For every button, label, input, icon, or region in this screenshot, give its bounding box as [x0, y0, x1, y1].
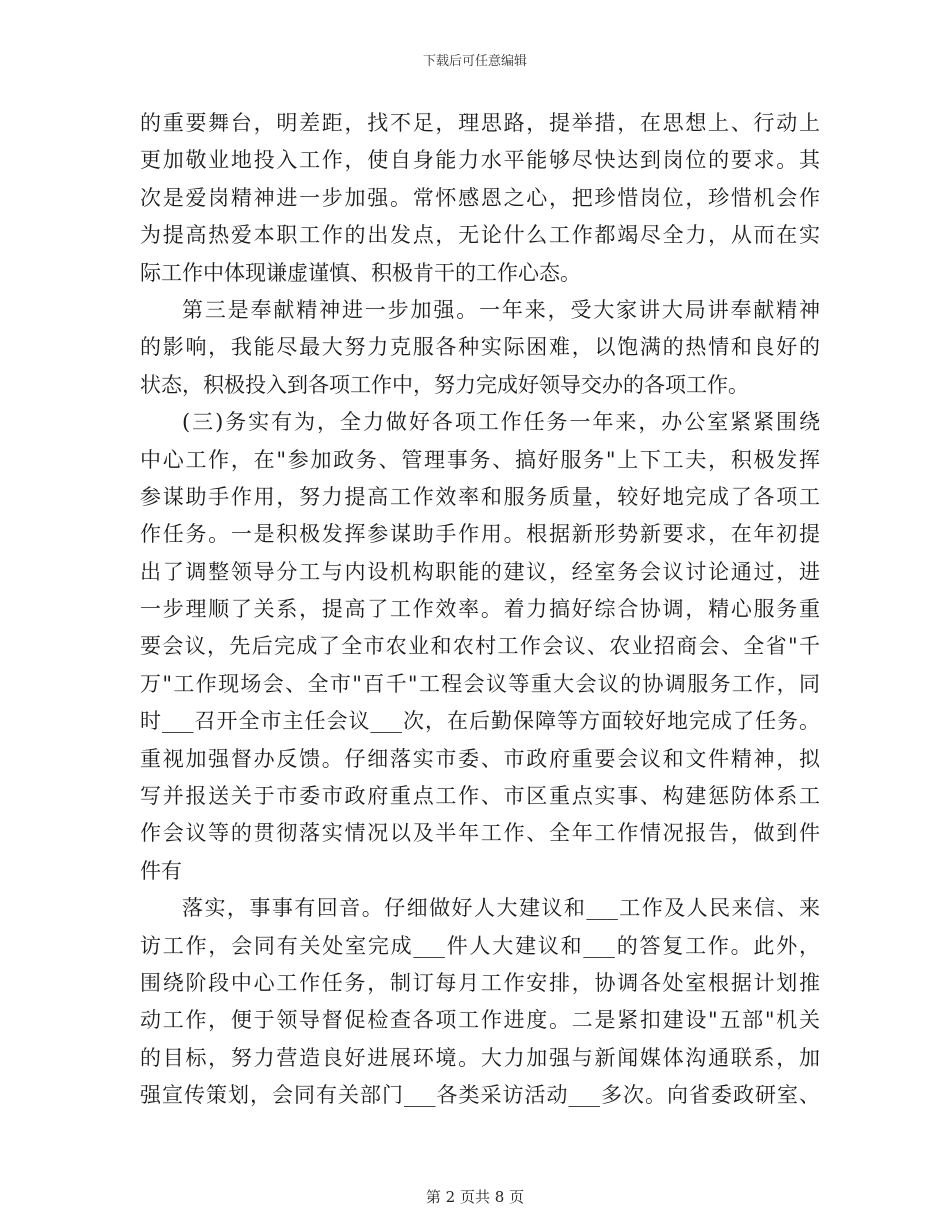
- text-line: 围绕阶段中心工作任务，制订每月工作安排，协调各处室根据计划推: [140, 970, 820, 995]
- text-line: 的目标，努力营造良好进展环境。大力加强与新闻媒体沟通联系，加: [140, 1045, 820, 1070]
- text-line: 时___召开全市主任会议___次，在后勤保障等方面较好地完成了任务。: [140, 709, 820, 734]
- text-line: 落实，事事有回音。仔细做好人大建议和___工作及人民来信、来: [182, 896, 820, 921]
- text-line: 第三是奉献精神进一步加强。一年来，受大家讲大局讲奉献精神: [182, 297, 820, 322]
- text-line: 次是爱岗精神进一步加强。常怀感恩之心，把珍惜岗位，珍惜机会作: [140, 185, 820, 210]
- text-line: 件有: [140, 858, 182, 883]
- text-line: 重视加强督办反馈。仔细落实市委、市政府重要会议和文件精神，拟: [140, 746, 820, 771]
- text-line: 中心工作，在"参加政务、管理事务、搞好服务"上下工夫，积极发挥: [140, 447, 820, 472]
- text-line: (三)务实有为，全力做好各项工作任务一年来，办公室紧紧围绕: [182, 410, 820, 435]
- text-line: 状态，积极投入到各项工作中，努力完成好领导交办的各项工作。: [140, 372, 749, 397]
- text-line: 参谋助手作用，努力提高工作效率和服务质量，较好地完成了各项工: [140, 484, 820, 509]
- text-line: 出了调整领导分工与内设机构职能的建议，经室务会议讨论通过，进: [140, 559, 820, 584]
- text-line: 强宣传策划，会同有关部门___各类采访活动___多次。向省委政研室、: [140, 1083, 820, 1108]
- body-text: [140, 105, 820, 1115]
- text-line: 写并报送关于市委市政府重点工作、市区重点实事、构建惩防体系工: [140, 784, 820, 809]
- page-footer: 第 2 页共 8 页: [425, 1188, 525, 1206]
- text-line: 的重要舞台，明差距，找不足，理思路，提举措，在思想上、行动上: [140, 111, 820, 135]
- text-line: 万"工作现场会、全市"百千"工程会议等重大会议的协调服务工作，同: [140, 671, 820, 696]
- text-line: 更加敬业地投入工作，使自身能力水平能够尽快达到岗位的要求。其: [140, 148, 820, 173]
- text-line: 为提高热爱本职工作的出发点，无论什么工作都竭尽全力，从而在实: [140, 223, 820, 248]
- text-line: 的影响，我能尽最大努力克服各种实际困难，以饱满的热情和良好的: [140, 335, 820, 360]
- text-line: 访工作，会同有关处室完成___件人大建议和___的答复工作。此外，: [140, 933, 820, 958]
- text-line: 际工作中体现谦虚谨慎、积极肯干的工作心态。: [140, 260, 581, 285]
- page-header: 下载后可任意编辑: [422, 54, 527, 69]
- text-line: 一步理顺了关系，提高了工作效率。着力搞好综合协调，精心服务重: [140, 597, 820, 622]
- text-line: 动工作，便于领导督促检查各项工作进度。二是紧扣建设"五部"机关: [140, 1008, 820, 1033]
- text-line: 要会议，先后完成了全市农业和农村工作会议、农业招商会、全省"千: [140, 634, 820, 659]
- text-line: 作会议等的贯彻落实情况以及半年工作、全年工作情况报告，做到件: [140, 821, 820, 846]
- text-line: 作任务。一是积极发挥参谋助手作用。根据新形势新要求，在年初提: [140, 522, 820, 547]
